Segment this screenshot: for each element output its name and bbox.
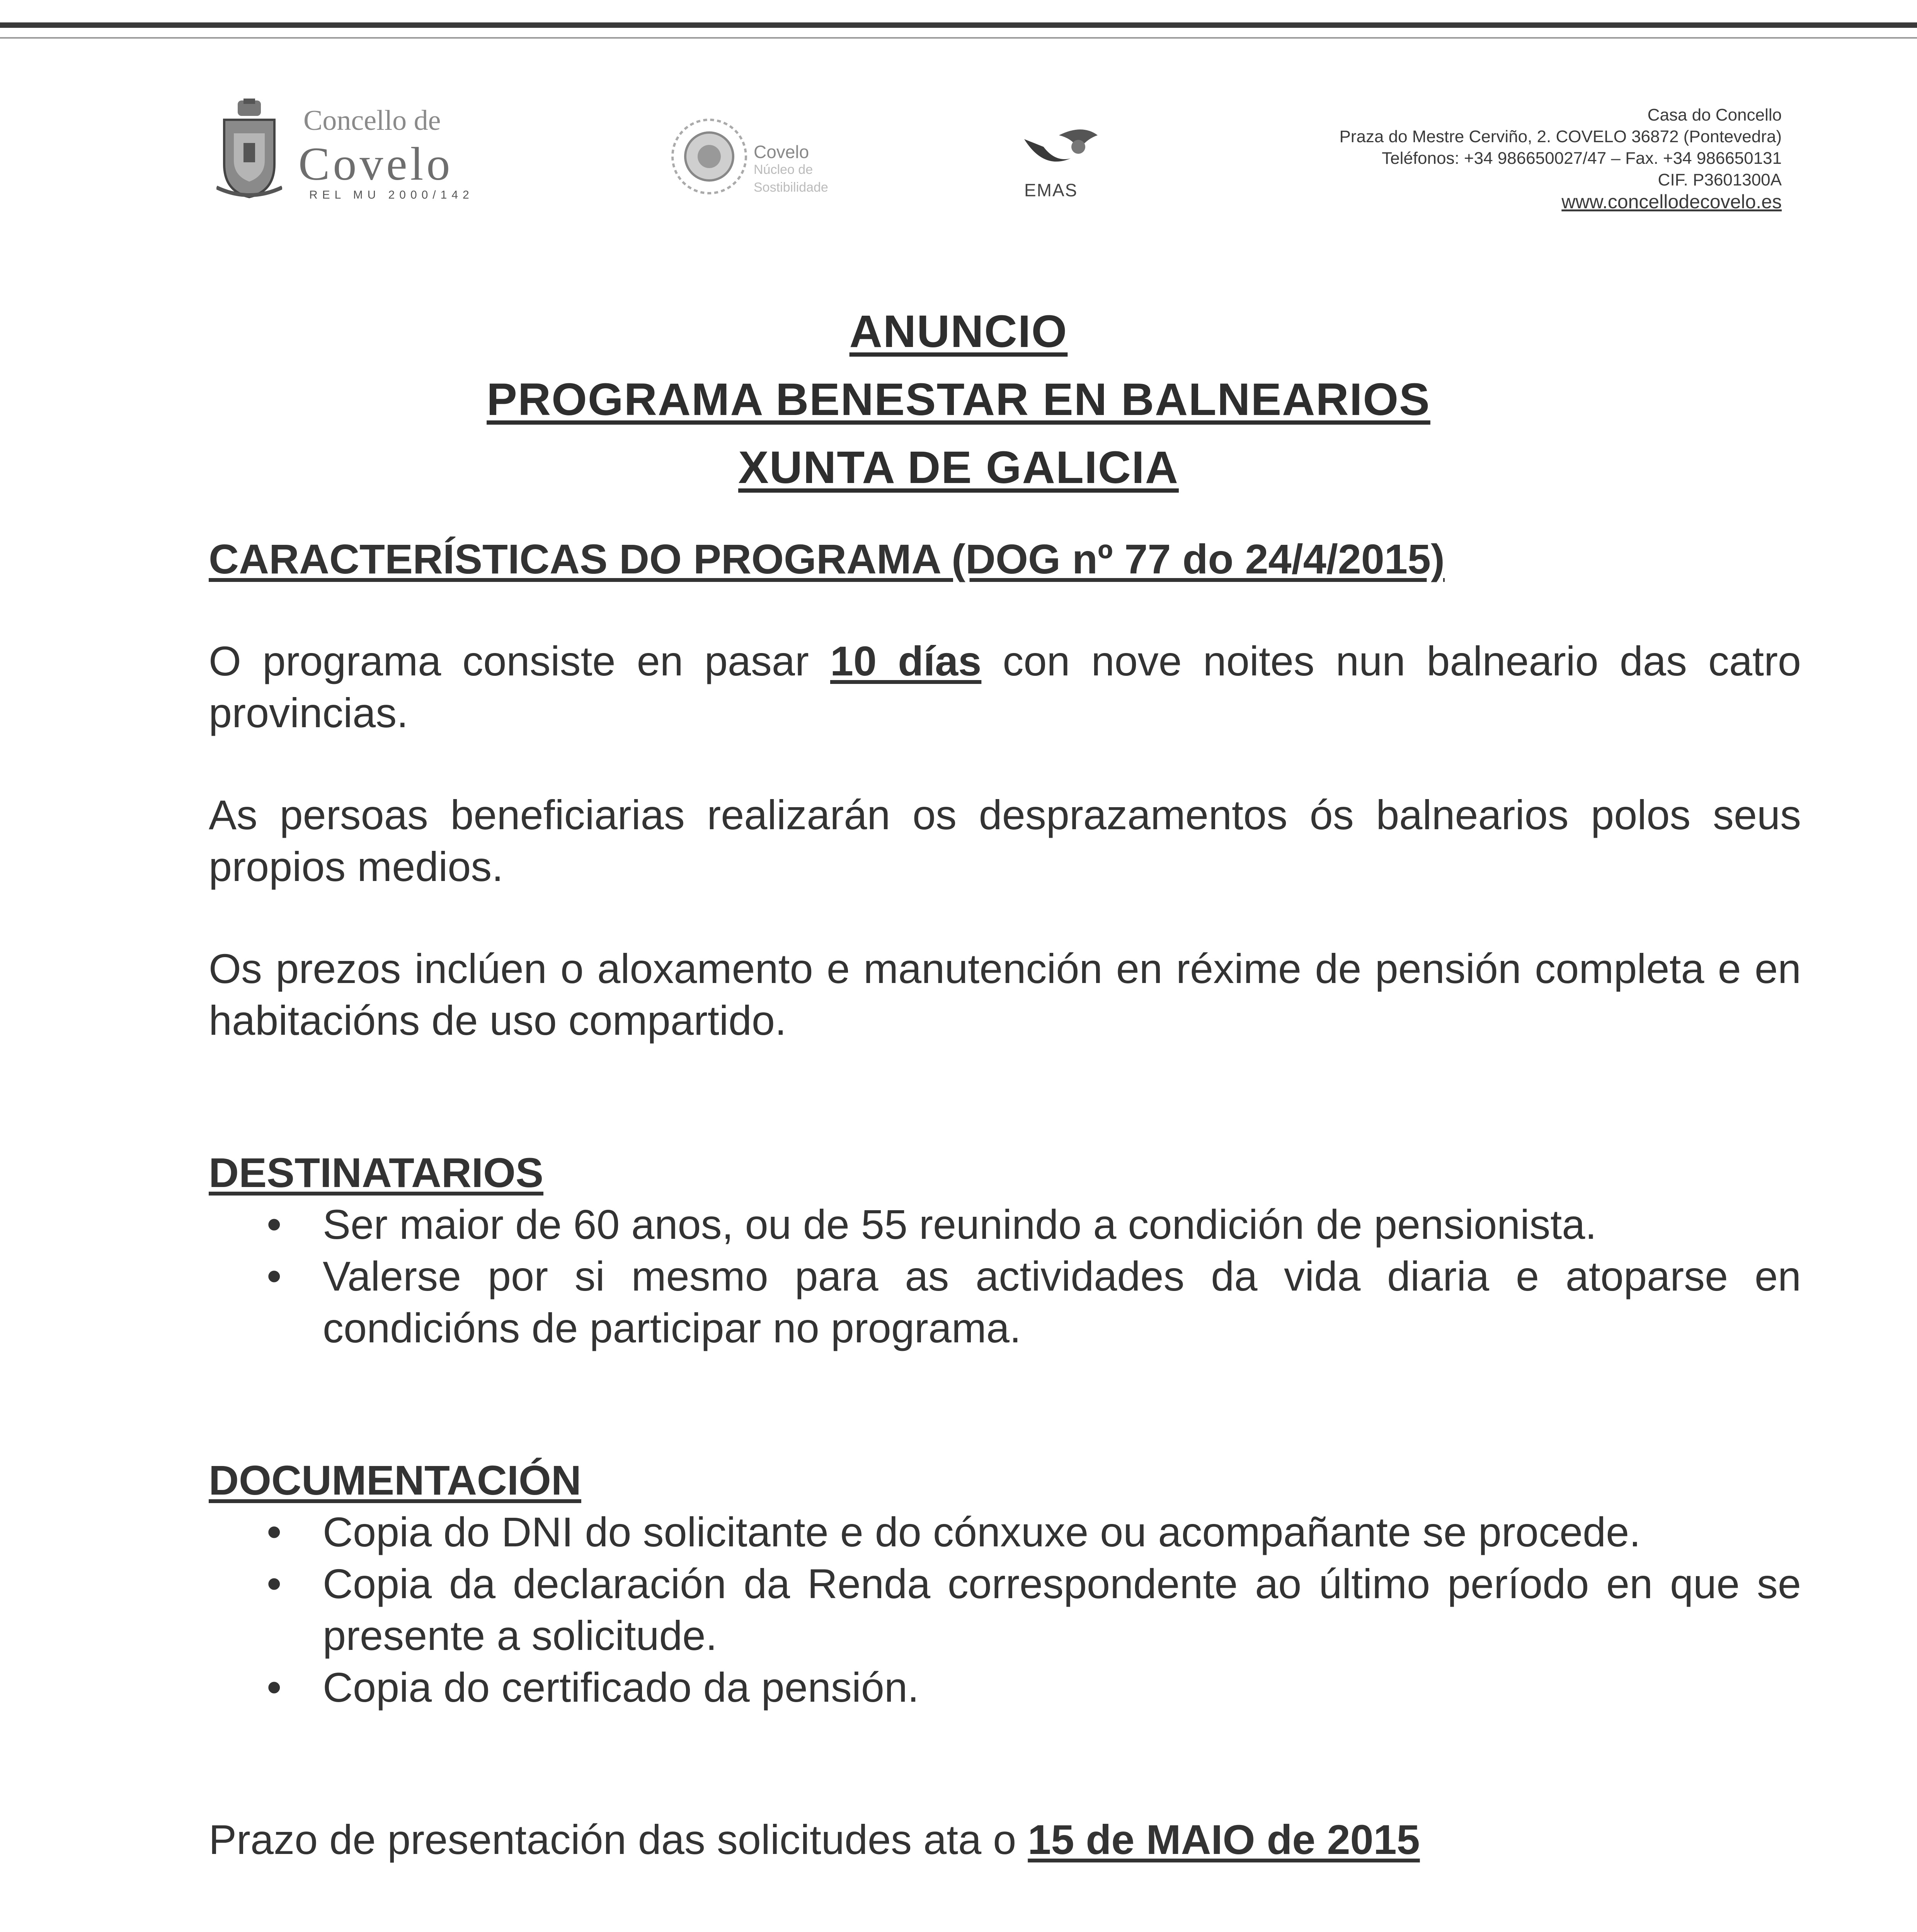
- logo-covelo-title: Covelo: [298, 138, 453, 190]
- list-item: [209, 1199, 1801, 1250]
- deadline-text: Prazo de presentación das solicitudes ata o: [209, 1816, 1028, 1863]
- paragraph-duration: [209, 635, 1801, 739]
- coat-of-arms-icon: [216, 99, 282, 199]
- badge-title: Covelo: [754, 142, 809, 162]
- list-item: [209, 1250, 1801, 1354]
- document-body: [209, 533, 1801, 1932]
- address-line-2: Praza do Mestre Cerviño, 2. COVELO 36872 (Pontevedra): [1339, 127, 1782, 146]
- list-item-text: Ser maior de 60 anos, ou de 55 reunindo a condición de pensionista.: [323, 1201, 1597, 1248]
- list-item-text: Valerse por si mesmo para as actividades da vida diaria e atoparse en condicións de participar no programa.: [323, 1253, 1801, 1351]
- list-item-text: Copia do DNI do solicitante e do cónxuxe ou acompañante se procede.: [323, 1509, 1641, 1555]
- list-item: [209, 1506, 1801, 1558]
- address-line-4: CIF. P3601300A: [1658, 170, 1782, 189]
- title-anuncio: ANUNCIO: [849, 306, 1068, 357]
- address-line-1: Casa do Concello: [1647, 105, 1782, 124]
- paragraph-prices: Os prezos inclúen o aloxamento e manutención en réxime de pensión completa e en habitacións de uso compartido.: [209, 945, 1801, 1044]
- address-block: [1339, 104, 1782, 213]
- list-item: [209, 1558, 1801, 1662]
- documentacion-heading: DOCUMENTACIÓN: [209, 1457, 581, 1503]
- bullet-icon: •: [267, 1663, 282, 1711]
- paragraph-travel: As persoas beneficiarias realizarán os desprazamentos ós balnearios polos seus propios medios.: [209, 791, 1801, 890]
- scan-top-border: [0, 22, 1917, 28]
- caracteristicas-heading: CARACTERÍSTICAS DO PROGRAMA (DOG nº 77 do 24/4/2015): [209, 536, 1445, 582]
- title-xunta: XUNTA DE GALICIA: [738, 442, 1179, 493]
- emas-logo-icon: [1020, 124, 1102, 178]
- badge-subtitle-1: Núcleo de: [754, 162, 813, 177]
- logo-concello-label: Concello de: [303, 105, 441, 136]
- bullet-icon: •: [267, 1201, 282, 1248]
- list-item-text: Copia da declaración da Renda correspondente ao último período en que se presente a solicitude.: [323, 1560, 1801, 1659]
- p1-bold-days: 10 días: [830, 638, 982, 684]
- destinatarios-heading: DESTINATARIOS: [209, 1149, 544, 1196]
- p1-text-end: con nove noites nun balneario das catro provincias.: [209, 638, 1801, 736]
- bullet-icon: •: [267, 1508, 282, 1556]
- p1-text: O programa consiste en pasar: [209, 638, 830, 684]
- documentacion-list: [209, 1506, 1801, 1713]
- logo-registry-code: REL MU 2000/142: [309, 189, 474, 201]
- destinatarios-list: [209, 1199, 1801, 1354]
- title-programa: PROGRAMA BENESTAR EN BALNEARIOS: [487, 374, 1430, 425]
- document-title: [0, 298, 1917, 502]
- website-link[interactable]: www.concellodecovelo.es: [1561, 191, 1782, 213]
- scan-top-border-thin: [0, 37, 1917, 39]
- bullet-icon: •: [267, 1252, 282, 1300]
- sustainability-badge-icon: [669, 116, 750, 197]
- emas-label: EMAS: [1024, 180, 1078, 200]
- badge-subtitle-2: Sostibilidade: [754, 180, 828, 195]
- sustainability-badge-text: [754, 143, 828, 196]
- deadline-date: 15 de MAIO de 2015: [1028, 1816, 1420, 1863]
- address-line-3: Teléfonos: +34 986650027/47 – Fax. +34 986650131: [1382, 149, 1782, 168]
- list-item: [209, 1662, 1801, 1713]
- deadline-line: [209, 1814, 1801, 1866]
- bullet-icon: •: [267, 1560, 282, 1607]
- list-item-text: Copia do certificado da pensión.: [323, 1664, 919, 1711]
